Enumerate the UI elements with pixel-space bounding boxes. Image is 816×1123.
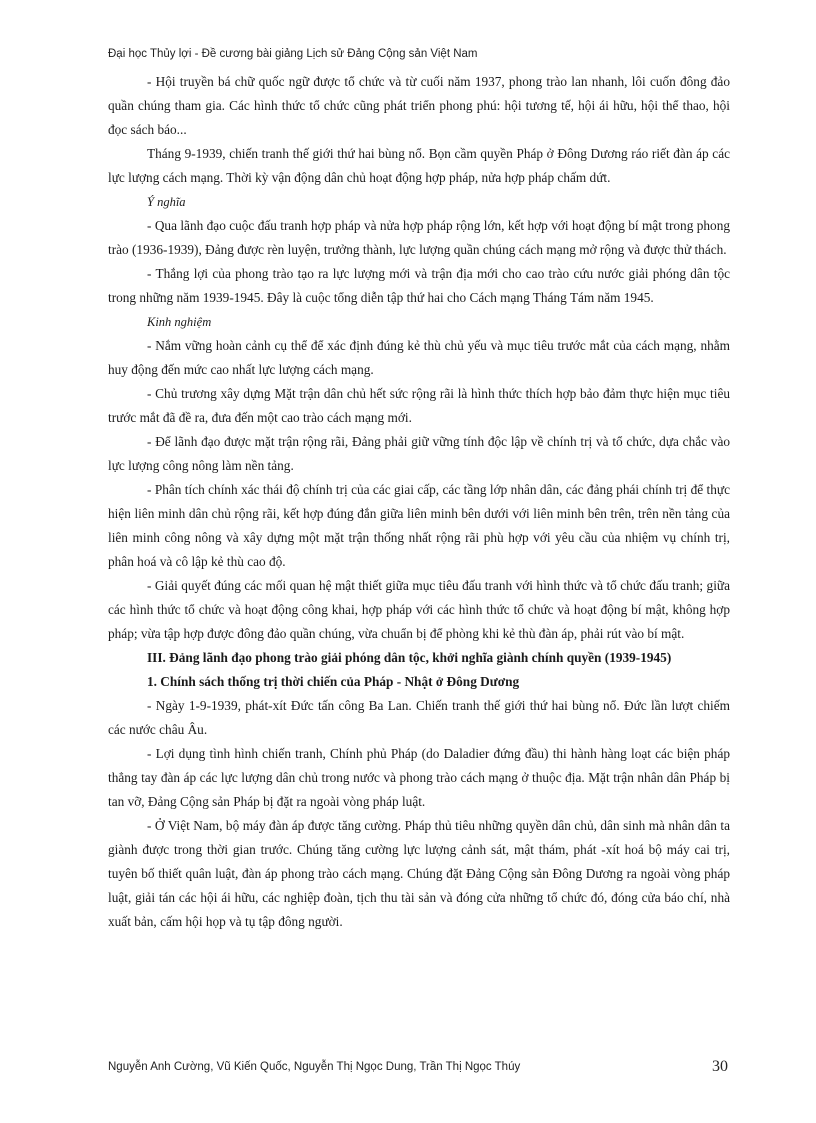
page-footer [108, 1058, 730, 1081]
paragraph-germany-attack: - Ngày 1-9-1939, phát-xít Đức tấn công Ba Lan. Chiến tranh thế giới thứ hai bùng nổ. Đức lần lượt chiếm các nước châu Âu. [108, 698, 730, 737]
label-significance: Ý nghĩa [147, 195, 186, 209]
paragraph-french-government: - Lợi dụng tình hình chiến tranh, Chính phủ Pháp (do Daladier đứng đầu) thi hành hàng loạt các biện pháp thẳng tay đàn áp các lực lượng dân chủ trong nước và phong trào cách mạng ở thuộc địa. Mặt trận nhân dân Pháp bị tan vỡ, Đảng Cộng sản Pháp bị đặt ra ngoài vòng pháp luật. [108, 746, 730, 809]
subsection-heading-1: 1. Chính sách thống trị thời chiến của Pháp - Nhật ở Đông Dương [147, 674, 520, 689]
page-number: 30 [712, 1058, 728, 1075]
label-experience: Kinh nghiệm [147, 315, 212, 329]
running-header: Đại học Thủy lợi - Đề cương bài giảng Lịch sử Đảng Cộng sản Việt Nam [108, 48, 478, 60]
paragraph-experience-3: - Để lãnh đạo được mặt trận rộng rãi, Đảng phải giữ vững tính độc lập về chính trị và tổ chức, dựa chắc vào lực lượng công nông làm nền tảng. [108, 434, 730, 473]
paragraph-experience-4: - Phân tích chính xác thái độ chính trị của các giai cấp, các tầng lớp nhân dân, các đảng phái chính trị để thực hiện liên minh dân chủ rộng rãi, kết hợp đúng đắn giữa liên minh bên dưới với liên minh bên trên, trên nền tảng của liên minh công nông và xây dựng một mặt trận thống nhất rộng rãi phù hợp với yêu cầu của nhiệm vụ chính trị, phân hoá và cô lập kẻ thù cao độ. [108, 482, 730, 569]
section-heading-iii: III. Đảng lãnh đạo phong trào giải phóng dân tộc, khởi nghĩa giành chính quyền (1939-1945) [147, 650, 672, 665]
paragraph-experience-1: - Nắm vững hoàn cảnh cụ thể để xác định đúng kẻ thù chủ yếu và mục tiêu trước mắt của cách mạng, nhằm huy động đến mức cao nhất lực lượng cách mạng. [108, 338, 730, 377]
paragraph-experience-5: - Giải quyết đúng các mối quan hệ mật thiết giữa mục tiêu đấu tranh với hình thức và tổ chức đấu tranh; giữa các hình thức tổ chức và hoạt động công khai, hợp pháp với các hình thức tổ chức và hoạt động bí mật, không hợp pháp; vừa tập hợp được đông đảo quần chúng, vừa chuẩn bị để phòng khi kẻ thù đàn áp, phải rút vào bí mật. [108, 578, 730, 641]
paragraph-vietnam-repression: - Ở Việt Nam, bộ máy đàn áp được tăng cường. Pháp thủ tiêu những quyền dân chủ, dân sinh mà nhân dân ta giành được trong thời gian trước. Chúng tăng cường lực lượng cảnh sát, mật thám, phát -xít hoá bộ máy cai trị, tuyên bố thiết quân luật, đàn áp phong trào cách mạng. Chúng đặt Đảng Cộng sản Đông Dương ra ngoài vòng pháp luật, giải tán các hội ái hữu, các nghiệp đoàn, tịch thu tài sản và đóng cửa những tổ chức đó, đóng cửa báo chí, nhà xuất bản, cấm hội họp và tụ tập đông người. [108, 818, 730, 929]
page-body [108, 70, 730, 934]
paragraph-experience-2: - Chủ trương xây dựng Mặt trận dân chủ hết sức rộng rãi là hình thức thích hợp bảo đảm thực hiện mục tiêu trước mắt đã đề ra, đưa đến một cao trào cách mạng mới. [108, 386, 730, 425]
paragraph-significance-1: - Qua lãnh đạo cuộc đấu tranh hợp pháp và nửa hợp pháp rộng lớn, kết hợp với hoạt động bí mật trong phong trào (1936-1939), Đảng được rèn luyện, trưởng thành, lực lượng quần chúng cách mạng mở rộng và được thử thách. [108, 218, 730, 257]
paragraph-quoc-ngu-society: - Hội truyền bá chữ quốc ngữ được tổ chức và từ cuối năm 1937, phong trào lan nhanh, lôi cuốn đông đảo quần chúng tham gia. Các hình thức tổ chức cũng phát triển phong phú: hội tương tế, hội ái hữu, hội thể thao, hội đọc sách báo... [108, 74, 730, 137]
paragraph-war-outbreak: Tháng 9-1939, chiến tranh thế giới thứ hai bùng nổ. Bọn cầm quyền Pháp ở Đông Dương ráo riết đàn áp các lực lượng cách mạng. Thời kỳ vận động dân chủ hoạt động hợp pháp, nửa hợp pháp chấm dứt. [108, 146, 730, 185]
footer-authors: Nguyễn Anh Cường, Vũ Kiến Quốc, Nguyễn Thị Ngọc Dung, Trần Thị Ngọc Thúy [108, 1061, 521, 1073]
paragraph-significance-2: - Thắng lợi của phong trào tạo ra lực lượng mới và trận địa mới cho cao trào cứu nước giải phóng dân tộc trong những năm 1939-1945. Đây là cuộc tổng diễn tập thứ hai cho Cách mạng Tháng Tám năm 1945. [108, 266, 730, 305]
